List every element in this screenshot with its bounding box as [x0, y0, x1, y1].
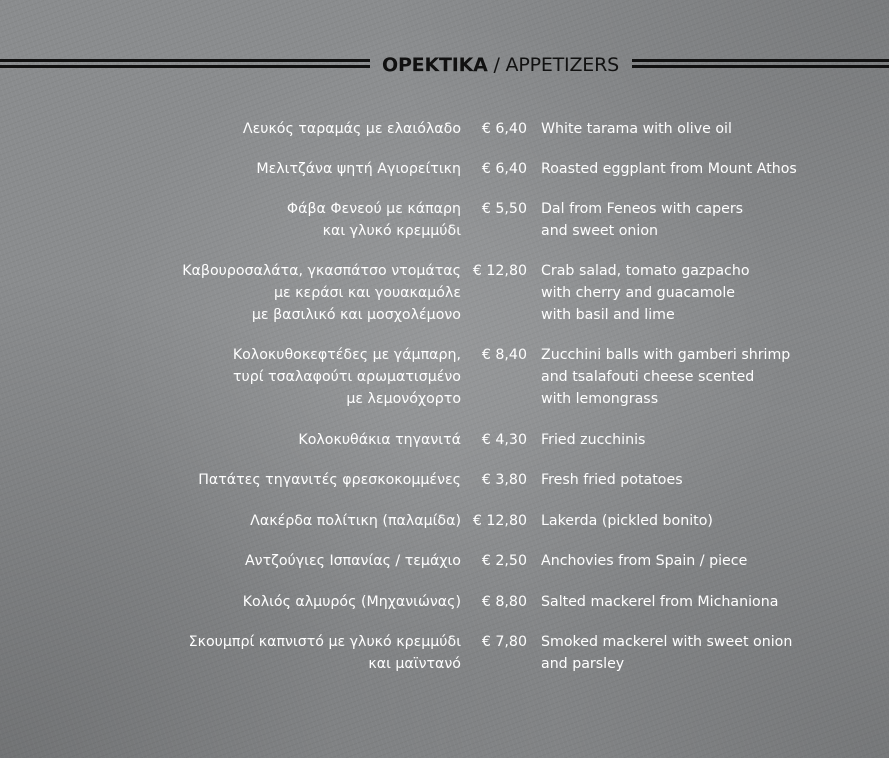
- item-price: € 8,80: [481, 594, 527, 610]
- item-name-greek: Πατάτες τηγανιτές φρεσκοκομμένες: [198, 472, 461, 488]
- item-price: € 4,30: [481, 432, 527, 448]
- item-name-english: Fresh fried potatoes: [541, 472, 683, 488]
- title-separator: /: [487, 54, 506, 76]
- title-english: APPETIZERS: [505, 54, 619, 76]
- item-name-english: Crab salad, tomato gazpacho with cherry and guacamole with basil and lime: [541, 263, 750, 323]
- item-price: € 12,80: [472, 263, 527, 279]
- item-name-greek: Κολιός αλμυρός (Μηχανιώνας): [242, 594, 461, 610]
- item-name-english: Fried zucchinis: [541, 432, 646, 448]
- item-name-greek: Λακέρδα πολίτικη (παλαμίδα): [250, 513, 461, 529]
- item-name-greek: Σκουμπρί καπνιστό με γλυκό κρεμμύδι και μαϊντανό: [188, 634, 461, 672]
- item-name-english: White tarama with olive oil: [541, 121, 732, 137]
- item-price: € 2,50: [481, 553, 527, 569]
- item-name-greek: Καβουροσαλάτα, γκασπάτσο ντομάτας με κεράσι και γουακαμόλε με βασιλικό και μοσχολέμονο: [182, 263, 461, 323]
- item-name-greek: Μελιτζάνα ψητή Αγιορείτικη: [256, 161, 461, 177]
- item-name-english: Lakerda (pickled bonito): [541, 513, 713, 529]
- section-header: [0, 52, 889, 78]
- item-name-english: Dal from Feneos with capers and sweet onion: [541, 201, 744, 239]
- item-price: € 5,50: [481, 201, 527, 217]
- header-rule-left: [0, 59, 370, 69]
- item-name-greek: Κολοκυθάκια τηγανιτά: [298, 432, 461, 448]
- item-name-english: Salted mackerel from Michaniona: [541, 594, 779, 610]
- item-name-greek: Φάβα Φενεού με κάπαρη και γλυκό κρεμμύδι: [286, 201, 461, 239]
- item-price: € 3,80: [481, 472, 527, 488]
- item-name-greek: Κολοκυθοκεφτέδες με γάμπαρη, τυρί τσαλαφούτι αρωματισμένο με λεμονόχορτο: [232, 347, 461, 407]
- title-greek: ΟΡΕΚΤΙΚΑ: [382, 54, 488, 76]
- item-name-english: Zucchini balls with gamberi shrimp and tsalafouti cheese scented with lemongrass: [541, 347, 791, 407]
- item-price: € 7,80: [481, 634, 527, 650]
- header-rule-right: [632, 59, 889, 69]
- item-name-english: Smoked mackerel with sweet onion and parsley: [541, 634, 793, 672]
- item-price: € 8,40: [481, 347, 527, 363]
- item-price: € 12,80: [472, 513, 527, 529]
- item-name-english: Anchovies from Spain / piece: [541, 553, 748, 569]
- item-price: € 6,40: [481, 161, 527, 177]
- item-name-english: Roasted eggplant from Mount Athos: [541, 161, 797, 177]
- section-title: [382, 52, 619, 78]
- item-name-greek: Αντζούγιες Ισπανίας / τεμάχιο: [244, 553, 461, 569]
- item-name-greek: Λευκός ταραμάς με ελαιόλαδο: [242, 121, 461, 137]
- item-price: € 6,40: [481, 121, 527, 137]
